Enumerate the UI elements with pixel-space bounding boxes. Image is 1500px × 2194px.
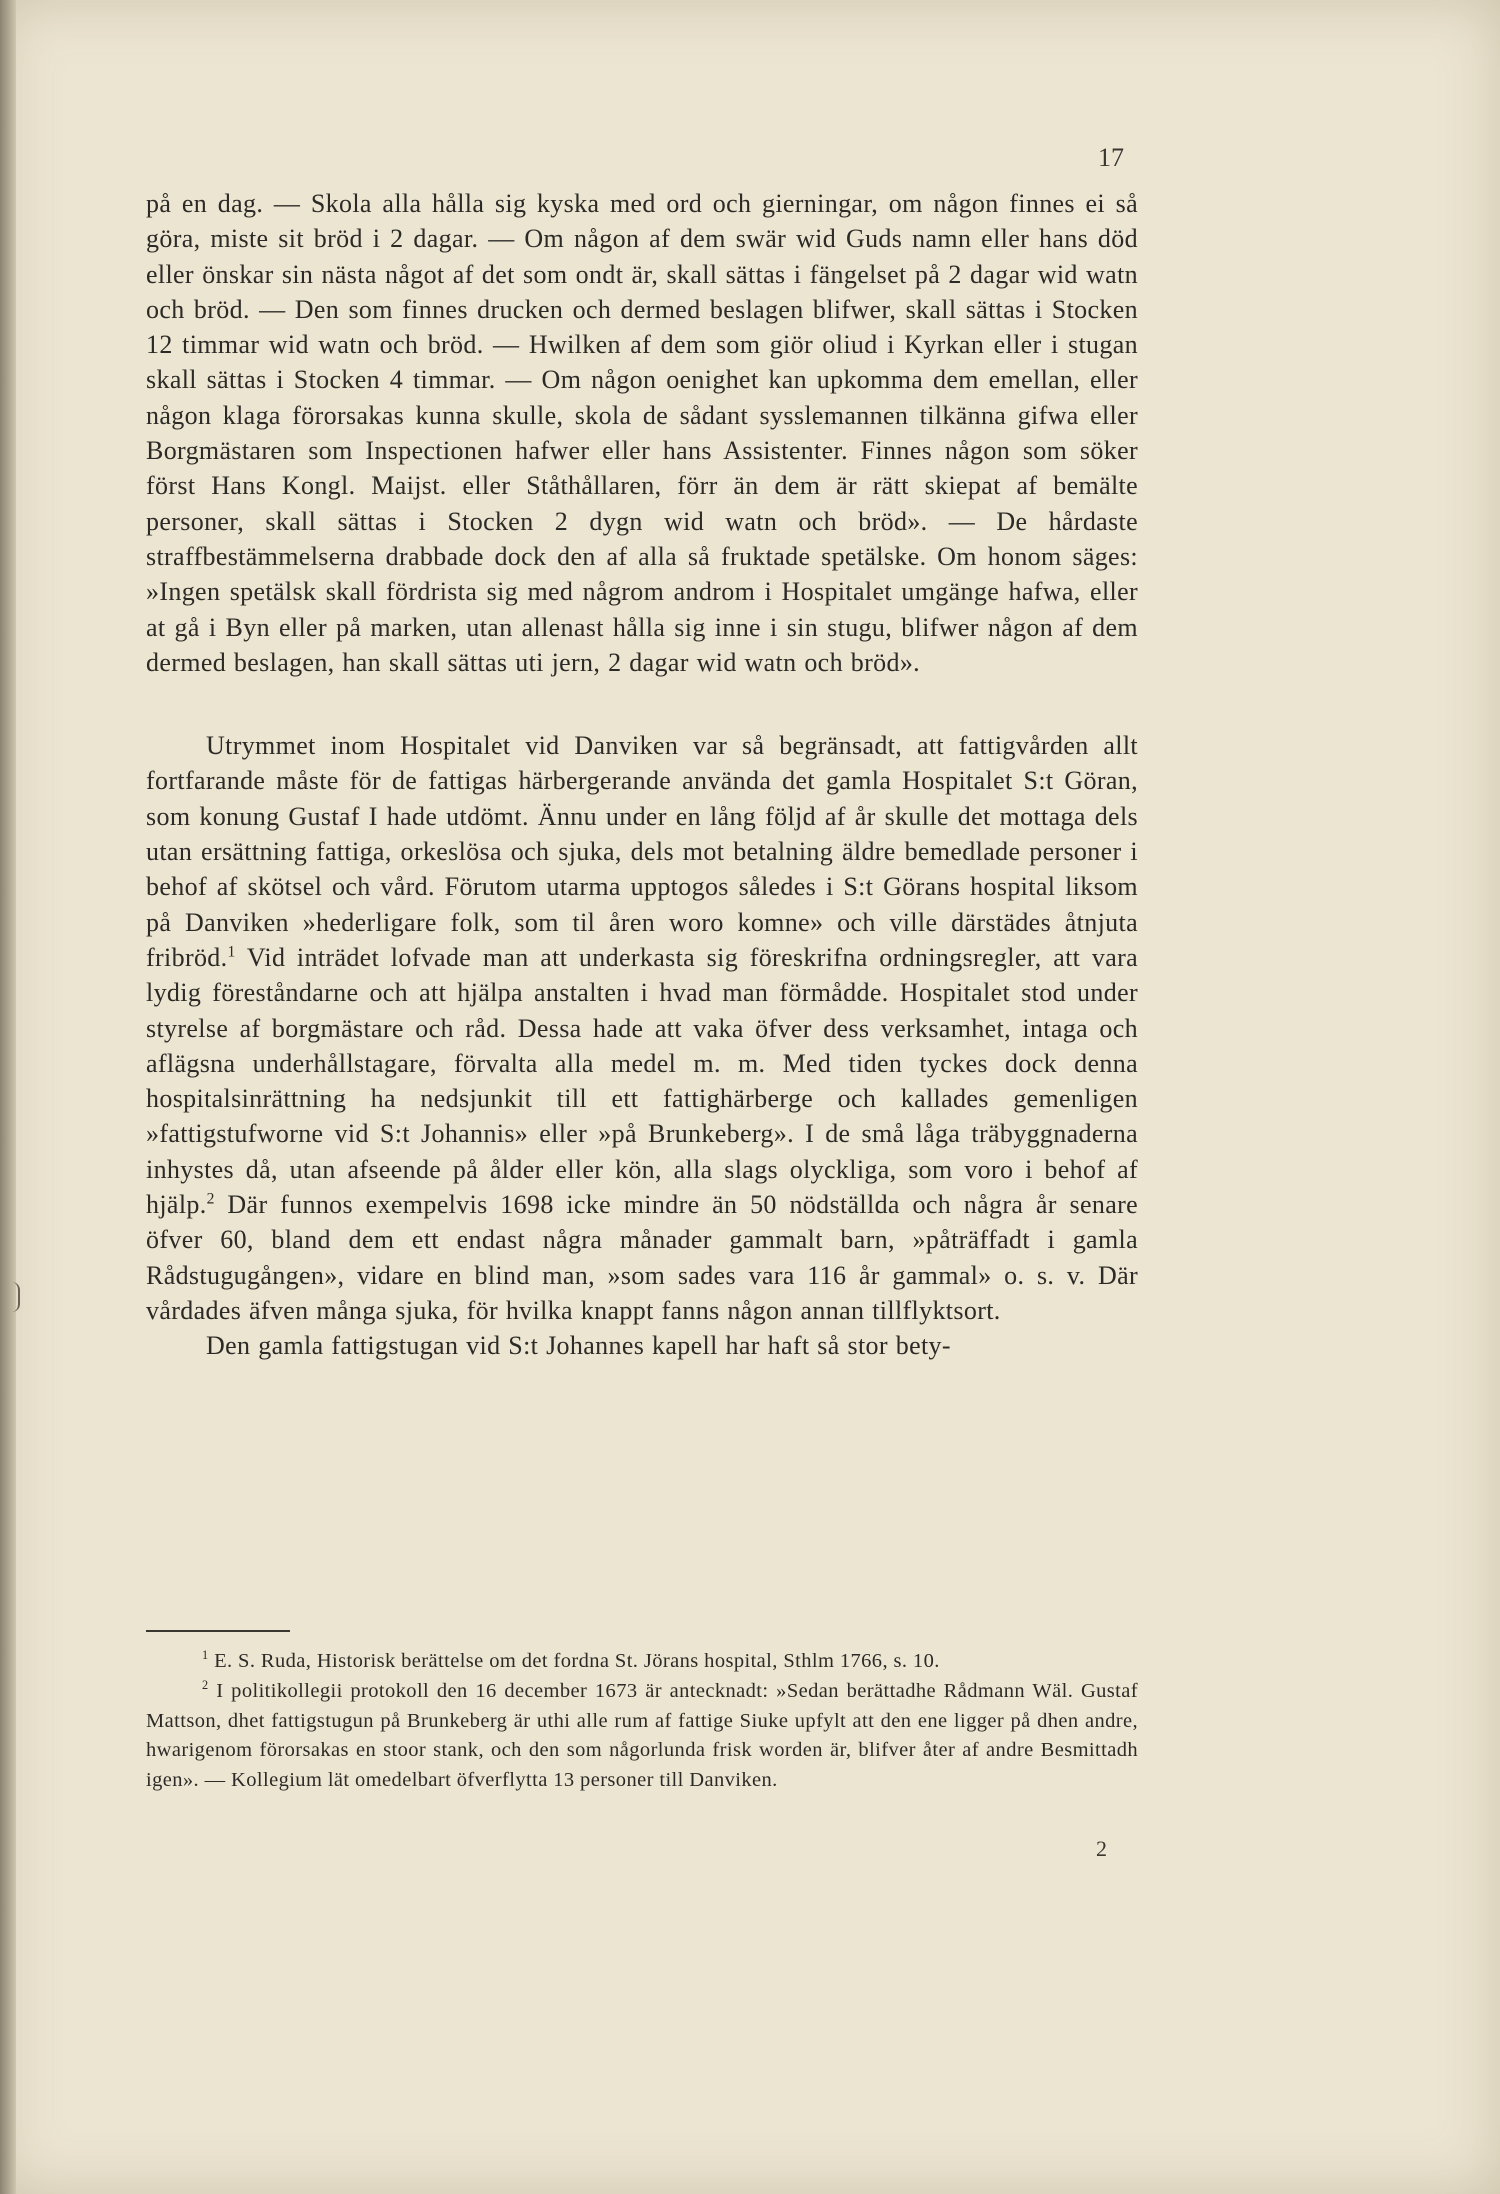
signature-mark: 2 — [1096, 1836, 1107, 1861]
page-spine-shadow — [0, 0, 16, 2194]
footnote-1-text: E. S. Ruda, Historisk berättelse om det fordna St. Jörans hospital, Sthlm 1766, s. 10. — [208, 1650, 940, 1672]
footnote-1 — [146, 1647, 1138, 1677]
footnote-rule — [146, 1630, 290, 1632]
paragraph-2-part-3: Där funnos exempelvis 1698 icke mindre än 50 nödställda och några år senare öfver 60, bland dem ett endast några månader gammalt barn, »påträffadt i gamla Rådstugugången», vidare en blind man, »som sades vara 116 år gammal» o. s. v. Där vårdades äfven många sjuka, för hvilka knappt fanns någon annan tillflyktsort. — [146, 1190, 1138, 1325]
footnote-2-text: I politikollegii protokoll den 16 december 1673 är antecknadt: »Sedan berättadhe Rådmann Wäl. Gustaf Mattson, dhet fattigstugun på Brunkeberg är uthi alle rum af fattige Siuke upfylt att den ene ligger på dhen andre, hwarigenom förorsakas en stoor stank, och den som någorlunda frisk worden är, blifver åter af andre Besmittadh igen». — Kollegium lät omedelbart öfverflytta 13 personer till Danviken. — [146, 1679, 1138, 1792]
body-text — [146, 186, 1138, 1364]
paragraph-2 — [146, 728, 1138, 1328]
paragraph-gap — [146, 680, 1138, 728]
footnote-1-marker: 1 — [202, 1648, 209, 1663]
page-number: 17 — [1098, 143, 1124, 172]
paragraph-1: på en dag. — Skola alla hålla sig kyska med ord och gierningar, om någon finnes ei så göra, miste sit bröd i 2 dagar. — Om någon af dem swär wid Guds namn eller hans död eller önskar sin nästa något af det som ondt är, skall sättas i fängelset på 2 dagar wid watn och bröd. — Den som finnes drucken och dermed beslagen blifwer, skall sättas i Stocken 12 timmar wid watn och bröd. — Hwilken af dem som giör oliud i Kyrkan eller i stugan skall sättas i Stocken 4 timmar. — Om någon oenighet kan upkomma dem emellan, eller någon klaga förorsakas kunna skulle, skola de sådant sysslemannen tilkänna gifwa eller Borgmästaren som Inspectionen hafwer eller hans Assistenter. Finnes någon som söker först Hans Kongl. Maijst. eller Ståthållaren, förr än dem är rätt skiepat af bemälte personer, skall sättas i Stocken 2 dygn wid watn och bröd». — De hårdaste straffbestämmelserna drabbade dock den af alla så fruktade spetälske. Om honom säges: »Ingen spetälsk skall fördrista sig med någrom androm i Hospitalet umgänge hafwa, eller at gå i Byn eller på marken, utan allenast hålla sig inne i sin stugu, blifwer någon af dem dermed beslagen, han skall sättas uti jern, 2 dagar wid watn och bröd». — [146, 189, 1138, 677]
paragraph-2-part-1: Utrymmet inom Hospitalet vid Danviken var så begränsadt, att fattigvården allt fortfarande måste för de fattigas härbergerande använda det gamla Hospitalet S:t Göran, som konung Gustaf I hade utdömt. Ännu under en lång följd af år skulle det mottaga dels utan ersättning fattiga, orkeslösa och sjuka, dels mot betalning äldre bemedlade personer i behof af skötsel och vård. Förutom utarma upptogos således i S:t Görans hospital liksom på Danviken »hederligare folk, som til åren woro komne» och ville därstädes åtnjuta fribröd. — [146, 731, 1138, 972]
margin-mark — [12, 1282, 20, 1312]
paragraph-2-part-2: Vid inträdet lofvade man att underkasta sig föreskrifna ordningsregler, att vara lydig föreståndarne och att hjälpa anstalten i hvad man förmådde. Hospitalet stod under styrelse af borgmästare och råd. Dessa hade att vaka öfver dess verksamhet, intaga och aflägsna underhållstagare, förvalta alla medel m. m. Med tiden tyckes dock denna hospitalsinrättning ha nedsjunkit till ett fattighärberge och kallades gemenligen »fattigstufworne vid S:t Johannis» eller »på Brunkeberg». I de små låga träbyggnaderna inhystes då, utan afseende på ålder eller kön, alla slags olyckliga, som voro i behof af hjälp. — [146, 942, 1138, 1220]
paragraph-3: Den gamla fattigstugan vid S:t Johannes kapell har haft så stor bety- — [206, 1331, 951, 1361]
footnotes — [146, 1647, 1138, 1796]
footnote-2 — [146, 1677, 1138, 1796]
footnote-ref-2: 2 — [206, 1190, 215, 1208]
footnote-ref-1: 1 — [227, 943, 236, 961]
footnote-2-marker: 2 — [202, 1677, 209, 1692]
